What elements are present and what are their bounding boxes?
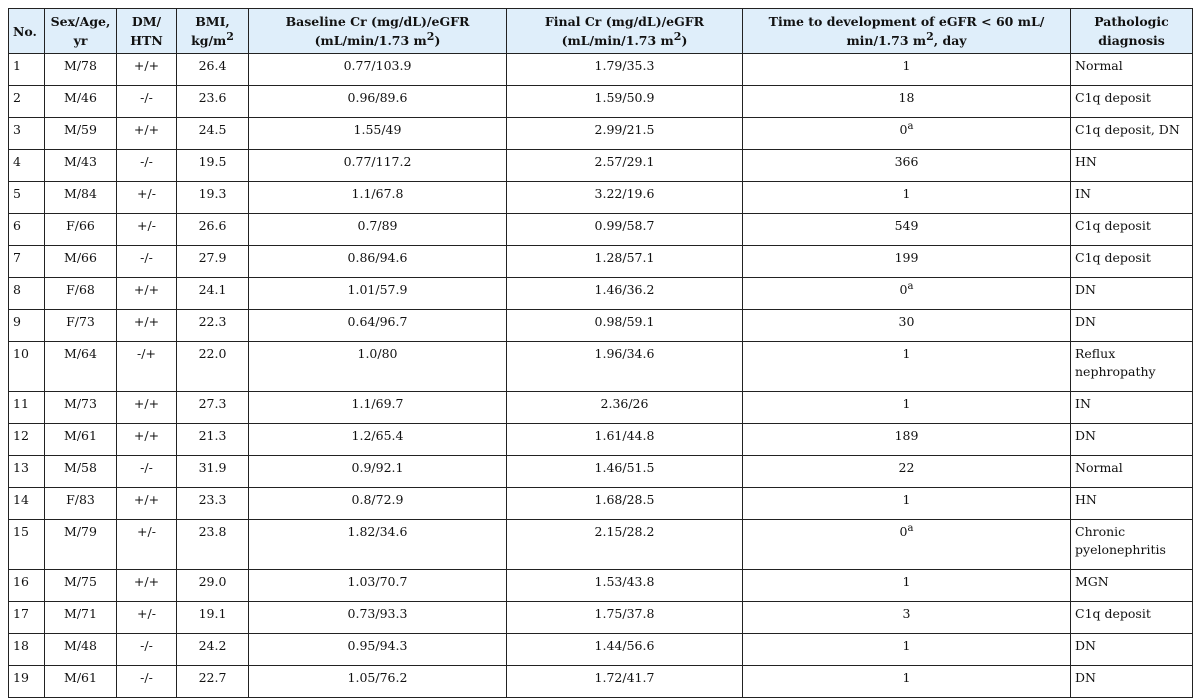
cell-bmi: 31.9 xyxy=(177,456,249,488)
cell-time: 3 xyxy=(743,602,1071,634)
cell-no: 12 xyxy=(9,424,45,456)
cell-sex-age: F/66 xyxy=(45,214,117,246)
cell-baseline: 0.9/92.1 xyxy=(249,456,507,488)
cell-bmi: 23.3 xyxy=(177,488,249,520)
cell-dm-htn: -/- xyxy=(117,246,177,278)
table-row xyxy=(9,86,1193,118)
cell-final: 0.99/58.7 xyxy=(507,214,743,246)
cell-bmi: 19.3 xyxy=(177,182,249,214)
cell-bmi: 24.1 xyxy=(177,278,249,310)
cell-diagnosis: DN xyxy=(1071,634,1193,666)
cell-baseline: 1.1/69.7 xyxy=(249,392,507,424)
cell-dm-htn: -/- xyxy=(117,666,177,698)
cell-baseline: 0.7/89 xyxy=(249,214,507,246)
cell-sex-age: M/84 xyxy=(45,182,117,214)
cell-diagnosis: IN xyxy=(1071,182,1193,214)
cell-bmi: 23.8 xyxy=(177,520,249,570)
cell-no: 14 xyxy=(9,488,45,520)
cell-bmi: 26.4 xyxy=(177,54,249,86)
cell-bmi: 19.1 xyxy=(177,602,249,634)
cell-diagnosis: C1q deposit xyxy=(1071,86,1193,118)
cell-dm-htn: -/- xyxy=(117,456,177,488)
cell-dm-htn: -/- xyxy=(117,634,177,666)
table-row xyxy=(9,424,1193,456)
cell-dm-htn: +/+ xyxy=(117,424,177,456)
table-row xyxy=(9,634,1193,666)
cell-bmi: 23.6 xyxy=(177,86,249,118)
table-row xyxy=(9,570,1193,602)
cell-no: 13 xyxy=(9,456,45,488)
cell-baseline: 0.64/96.7 xyxy=(249,310,507,342)
cell-no: 18 xyxy=(9,634,45,666)
cell-no: 10 xyxy=(9,342,45,392)
table-row xyxy=(9,488,1193,520)
cell-dm-htn: +/- xyxy=(117,214,177,246)
cell-diagnosis: C1q deposit, DN xyxy=(1071,118,1193,150)
cell-baseline: 0.96/89.6 xyxy=(249,86,507,118)
cell-final: 1.46/36.2 xyxy=(507,278,743,310)
cell-bmi: 27.9 xyxy=(177,246,249,278)
cell-diagnosis: Normal xyxy=(1071,54,1193,86)
cell-bmi: 24.5 xyxy=(177,118,249,150)
cell-sex-age: M/64 xyxy=(45,342,117,392)
cell-diagnosis: HN xyxy=(1071,150,1193,182)
cell-baseline: 1.05/76.2 xyxy=(249,666,507,698)
cell-baseline: 1.55/49 xyxy=(249,118,507,150)
cell-final: 2.57/29.1 xyxy=(507,150,743,182)
cell-final: 1.61/44.8 xyxy=(507,424,743,456)
cell-time: 1 xyxy=(743,182,1071,214)
cell-baseline: 1.01/57.9 xyxy=(249,278,507,310)
cell-sex-age: M/46 xyxy=(45,86,117,118)
cell-final: 1.96/34.6 xyxy=(507,342,743,392)
cell-no: 15 xyxy=(9,520,45,570)
cell-bmi: 22.3 xyxy=(177,310,249,342)
cell-no: 8 xyxy=(9,278,45,310)
cell-baseline: 1.0/80 xyxy=(249,342,507,392)
cell-sex-age: M/61 xyxy=(45,424,117,456)
cell-baseline: 1.82/34.6 xyxy=(249,520,507,570)
cell-no: 19 xyxy=(9,666,45,698)
cell-time: 199 xyxy=(743,246,1071,278)
cell-final: 1.79/35.3 xyxy=(507,54,743,86)
cell-bmi: 22.0 xyxy=(177,342,249,392)
cell-final: 2.15/28.2 xyxy=(507,520,743,570)
cell-dm-htn: +/+ xyxy=(117,54,177,86)
cell-no: 7 xyxy=(9,246,45,278)
cell-no: 2 xyxy=(9,86,45,118)
cell-time: 1 xyxy=(743,392,1071,424)
cell-time: 1 xyxy=(743,54,1071,86)
cell-diagnosis: C1q deposit xyxy=(1071,602,1193,634)
table-row xyxy=(9,246,1193,278)
cell-sex-age: F/73 xyxy=(45,310,117,342)
table-row xyxy=(9,520,1193,570)
table-row xyxy=(9,54,1193,86)
cell-baseline: 0.8/72.9 xyxy=(249,488,507,520)
cell-dm-htn: -/+ xyxy=(117,342,177,392)
cell-final: 1.44/56.6 xyxy=(507,634,743,666)
cell-time: 1 xyxy=(743,342,1071,392)
header-bmi: BMI, kg/m2 xyxy=(177,9,249,54)
cell-baseline: 0.73/93.3 xyxy=(249,602,507,634)
table-row xyxy=(9,118,1193,150)
cell-sex-age: F/68 xyxy=(45,278,117,310)
header-diagnosis: Pathologic diagnosis xyxy=(1071,9,1193,54)
cell-bmi: 26.6 xyxy=(177,214,249,246)
table-row xyxy=(9,310,1193,342)
table-row xyxy=(9,150,1193,182)
table-row xyxy=(9,182,1193,214)
cell-dm-htn: +/+ xyxy=(117,118,177,150)
cell-sex-age: M/73 xyxy=(45,392,117,424)
cell-no: 11 xyxy=(9,392,45,424)
cell-time: 0$^a$ xyxy=(743,118,1071,150)
cell-dm-htn: +/- xyxy=(117,602,177,634)
cell-bmi: 21.3 xyxy=(177,424,249,456)
cell-baseline: 0.95/94.3 xyxy=(249,634,507,666)
table-row xyxy=(9,214,1193,246)
cell-diagnosis: IN xyxy=(1071,392,1193,424)
cell-dm-htn: +/- xyxy=(117,520,177,570)
cell-no: 5 xyxy=(9,182,45,214)
cell-sex-age: M/58 xyxy=(45,456,117,488)
cell-baseline: 1.2/65.4 xyxy=(249,424,507,456)
header-row xyxy=(9,9,1193,54)
table-row xyxy=(9,456,1193,488)
cell-diagnosis: DN xyxy=(1071,666,1193,698)
cell-final: 3.22/19.6 xyxy=(507,182,743,214)
cell-dm-htn: +/+ xyxy=(117,278,177,310)
table-row xyxy=(9,392,1193,424)
cell-sex-age: F/83 xyxy=(45,488,117,520)
cell-time: 549 xyxy=(743,214,1071,246)
cell-sex-age: M/79 xyxy=(45,520,117,570)
cell-dm-htn: +/+ xyxy=(117,570,177,602)
cell-diagnosis: MGN xyxy=(1071,570,1193,602)
patient-table xyxy=(8,8,1193,698)
cell-time: 18 xyxy=(743,86,1071,118)
cell-sex-age: M/48 xyxy=(45,634,117,666)
cell-dm-htn: +/+ xyxy=(117,310,177,342)
header-final: Final Cr (mg/dL)/eGFR (mL/min/1.73 m2) xyxy=(507,9,743,54)
cell-diagnosis: C1q deposit xyxy=(1071,214,1193,246)
header-baseline: Baseline Cr (mg/dL)/eGFR (mL/min/1.73 m2) xyxy=(249,9,507,54)
cell-time: 0$^a$ xyxy=(743,520,1071,570)
cell-dm-htn: +/+ xyxy=(117,392,177,424)
table-row xyxy=(9,666,1193,698)
table-row xyxy=(9,278,1193,310)
cell-baseline: 1.1/67.8 xyxy=(249,182,507,214)
cell-time: 0$^a$ xyxy=(743,278,1071,310)
cell-sex-age: M/59 xyxy=(45,118,117,150)
cell-sex-age: M/66 xyxy=(45,246,117,278)
cell-final: 1.53/43.8 xyxy=(507,570,743,602)
cell-dm-htn: -/- xyxy=(117,150,177,182)
header-dm-htn: DM/ HTN xyxy=(117,9,177,54)
cell-sex-age: M/71 xyxy=(45,602,117,634)
cell-final: 1.72/41.7 xyxy=(507,666,743,698)
header-sex-age: Sex/Age, yr xyxy=(45,9,117,54)
cell-final: 2.99/21.5 xyxy=(507,118,743,150)
cell-no: 6 xyxy=(9,214,45,246)
cell-diagnosis: DN xyxy=(1071,424,1193,456)
cell-final: 1.46/51.5 xyxy=(507,456,743,488)
cell-time: 1 xyxy=(743,666,1071,698)
cell-final: 2.36/26 xyxy=(507,392,743,424)
cell-no: 3 xyxy=(9,118,45,150)
cell-baseline: 0.86/94.6 xyxy=(249,246,507,278)
cell-time: 1 xyxy=(743,570,1071,602)
cell-final: 1.68/28.5 xyxy=(507,488,743,520)
cell-diagnosis: Chronic pyelonephritis xyxy=(1071,520,1193,570)
table-row xyxy=(9,602,1193,634)
cell-dm-htn: -/- xyxy=(117,86,177,118)
cell-dm-htn: +/- xyxy=(117,182,177,214)
cell-no: 4 xyxy=(9,150,45,182)
cell-no: 17 xyxy=(9,602,45,634)
table-row xyxy=(9,342,1193,392)
cell-bmi: 22.7 xyxy=(177,666,249,698)
cell-bmi: 19.5 xyxy=(177,150,249,182)
cell-baseline: 1.03/70.7 xyxy=(249,570,507,602)
cell-no: 16 xyxy=(9,570,45,602)
cell-final: 1.28/57.1 xyxy=(507,246,743,278)
cell-final: 1.59/50.9 xyxy=(507,86,743,118)
cell-bmi: 27.3 xyxy=(177,392,249,424)
cell-sex-age: M/78 xyxy=(45,54,117,86)
cell-diagnosis: Reflux nephropathy xyxy=(1071,342,1193,392)
cell-baseline: 0.77/117.2 xyxy=(249,150,507,182)
cell-diagnosis: C1q deposit xyxy=(1071,246,1193,278)
cell-final: 0.98/59.1 xyxy=(507,310,743,342)
cell-time: 30 xyxy=(743,310,1071,342)
cell-dm-htn: +/+ xyxy=(117,488,177,520)
header-time: Time to development of eGFR < 60 mL/ min/1.73 m2, day xyxy=(743,9,1071,54)
cell-final: 1.75/37.8 xyxy=(507,602,743,634)
cell-time: 1 xyxy=(743,634,1071,666)
cell-diagnosis: DN xyxy=(1071,278,1193,310)
cell-time: 366 xyxy=(743,150,1071,182)
cell-time: 1 xyxy=(743,488,1071,520)
cell-baseline: 0.77/103.9 xyxy=(249,54,507,86)
cell-sex-age: M/75 xyxy=(45,570,117,602)
header-no: No. xyxy=(9,9,45,54)
cell-time: 22 xyxy=(743,456,1071,488)
cell-bmi: 24.2 xyxy=(177,634,249,666)
cell-sex-age: M/61 xyxy=(45,666,117,698)
cell-sex-age: M/43 xyxy=(45,150,117,182)
cell-no: 1 xyxy=(9,54,45,86)
cell-time: 189 xyxy=(743,424,1071,456)
cell-bmi: 29.0 xyxy=(177,570,249,602)
cell-diagnosis: DN xyxy=(1071,310,1193,342)
cell-no: 9 xyxy=(9,310,45,342)
cell-diagnosis: HN xyxy=(1071,488,1193,520)
cell-diagnosis: Normal xyxy=(1071,456,1193,488)
